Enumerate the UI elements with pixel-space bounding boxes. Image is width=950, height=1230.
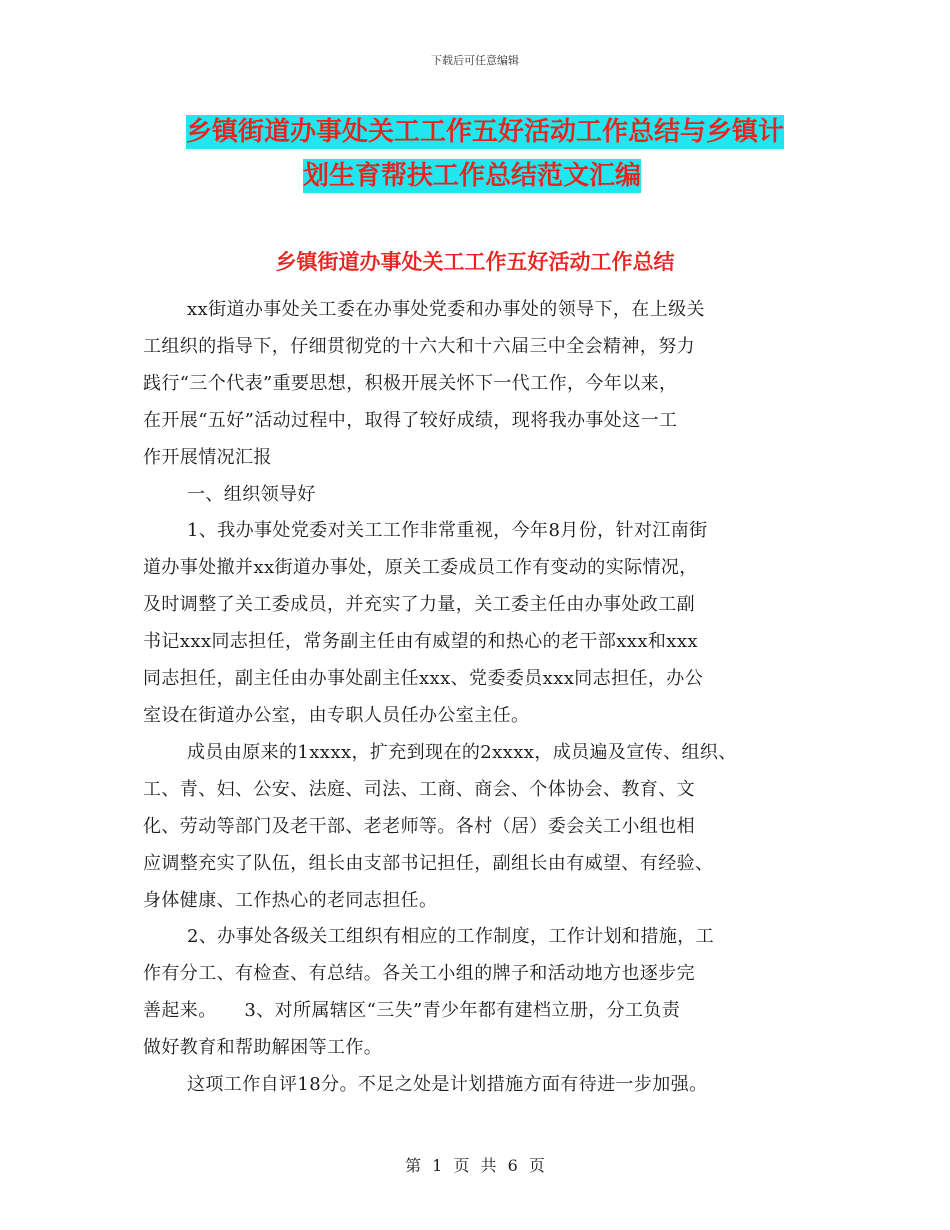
body-line: 在开展“五好”活动过程中，取得了较好成绩，现将我办事处这一工 <box>143 409 678 431</box>
body-line: 应调整充实了队伍，组长由支部书记担任，副组长由有威望、有经验、 <box>143 852 714 874</box>
body-line: 工组织的指导下，仔细贯彻党的十六大和十六届三中全会精神，努力 <box>143 335 695 357</box>
body-line: 1、我办事处党委对关工工作非常重视，今年8月份，针对江南街 <box>187 520 708 542</box>
body-line: 作开展情况汇报 <box>143 446 272 468</box>
body-line: 工、青、妇、公安、法庭、司法、工商、商会、个体协会、教育、文 <box>143 778 695 800</box>
body-line: 及时调整了关工委成员，并充实了力量，关工委主任由办事处政工副 <box>143 594 695 616</box>
body-line: 作有分工、有检查、有总结。各关工小组的牌子和活动地方也逐步完 <box>143 963 695 985</box>
body-line: 身体健康、工作热心的老同志担任。 <box>143 889 438 911</box>
document-title-line-2: 划生育帮扶工作总结范文汇编 <box>302 161 641 191</box>
document-title <box>0 110 950 198</box>
body-line: 践行“三个代表”重要思想，积极开展关怀下一代工作，今年以来， <box>143 372 678 394</box>
body-line: 善起来。 3、对所属辖区“三失”青少年都有建档立册，分工负责 <box>143 1000 681 1022</box>
body-line: 室设在街道办公室，由专职人员任办公室主任。 <box>143 704 530 726</box>
header-note: 下载后可任意编辑 <box>431 54 519 67</box>
body-line: 做好教育和帮助解困等工作。 <box>143 1037 383 1059</box>
body-line: 化、劳动等部门及老干部、老老师等。各村（居）委会关工小组也相 <box>143 815 695 837</box>
page-footer: 第 1 页 共 6 页 <box>405 1156 545 1175</box>
body-line: 一、组织领导好 <box>187 483 316 505</box>
section-title: 乡镇街道办事处关工工作五好活动工作总结 <box>275 250 675 274</box>
body-line: 2、办事处各级关工组织有相应的工作制度，工作计划和措施，工 <box>187 926 715 948</box>
document-body <box>143 292 815 1104</box>
body-line: 这项工作自评18分。不足之处是计划措施方面有待进一步加强。 <box>187 1074 708 1096</box>
body-line: 书记xxx同志担任，常务副主任由有威望的和热心的老干部xxx和xxx <box>143 631 698 653</box>
document-title-line-1: 乡镇街道办事处关工工作五好活动工作总结与乡镇计 <box>185 117 784 147</box>
body-line: 成员由原来的1xxxx，扩充到现在的2xxxx，成员遍及宣传、组织、 <box>187 741 737 763</box>
body-line: 道办事处撤并xx街道办事处，原关工委成员工作有变动的实际情况， <box>143 557 698 579</box>
body-line: xx街道办事处关工委在办事处党委和办事处的领导下，在上级关 <box>187 299 705 320</box>
body-line: 同志担任，副主任由办事处副主任xxx、党委委员xxx同志担任，办公 <box>143 668 704 690</box>
